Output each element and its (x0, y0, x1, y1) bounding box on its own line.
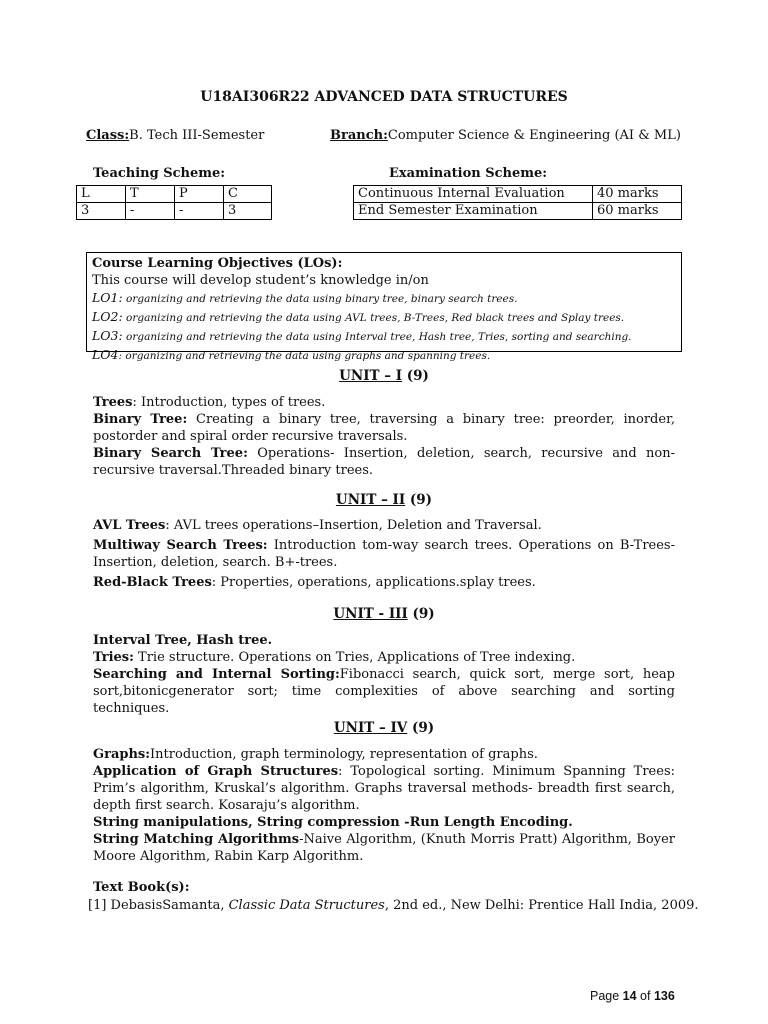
table-cell: 3 (77, 203, 126, 220)
table-cell: T (126, 186, 175, 203)
branch-line (330, 128, 681, 143)
unit-4-heading: UNIT – IV (9) (333, 720, 435, 736)
paragraph: Application of Graph Structures: Topological sorting. Minimum Spanning Trees: Prim’s algorithm, Kruskal’s algorithm. Graphs traversal methods- breadth first search, depth first search. Kosaraju’s algorithm. (93, 764, 675, 813)
table-cell: P (175, 186, 224, 203)
teaching-scheme-table (76, 185, 272, 220)
branch-value: Computer Science & Engineering (AI & ML) (387, 128, 681, 143)
paragraph: Interval Tree, Hash tree. (93, 633, 273, 648)
table-row (77, 203, 272, 220)
paragraph: Trees: Introduction, types of trees. (93, 395, 326, 410)
paragraph: Binary Tree: Creating a binary tree, traversing a binary tree: preorder, inorder, postorder and spiral order recursive traversals. (93, 412, 675, 444)
class-value: B. Tech III-Semester (129, 128, 265, 143)
page-title: U18AI306R22 ADVANCED DATA STRUCTURES (200, 89, 568, 105)
unit-2-heading: UNIT – II (9) (335, 492, 433, 508)
learning-objectives-intro: This course will develop student’s knowledge in/on (92, 273, 429, 288)
paragraph: AVL Trees: AVL trees operations–Insertion, Deletion and Traversal. (93, 518, 542, 533)
table-cell: Continuous Internal Evaluation (354, 186, 593, 203)
unit-2-content (93, 517, 675, 591)
table-row (354, 186, 682, 203)
unit-3-content (93, 632, 675, 717)
paragraph: Searching and Internal Sorting:Fibonacci search, quick sort, merge sort, heap sort,bitonicgenerator sort; time complexities of above searching and sorting techniques. (93, 667, 675, 716)
lo-tag: LO3: (92, 328, 123, 343)
branch-label: Branch: (330, 128, 388, 143)
teaching-scheme-heading: Teaching Scheme: (93, 166, 226, 181)
lo-tag: LO2: (92, 309, 123, 324)
lo-text: organizing and retrieving the data using AVL trees, B-Trees, Red black trees and Splay trees. (122, 312, 625, 324)
lo-text: organizing and retrieving the data using Interval tree, Hash tree, Tries, sorting and searching. (122, 331, 632, 343)
class-line (86, 128, 264, 143)
unit-1-heading: UNIT – I (9) (339, 368, 429, 384)
unit-1-content (93, 394, 675, 479)
learning-objectives-heading: Course Learning Objectives (LOs): (92, 256, 343, 271)
table-cell: 3 (224, 203, 272, 220)
learning-objective-item (92, 327, 676, 346)
lo-text: organizing and retrieving the data using binary tree, binary search trees. (122, 293, 518, 305)
lo-text: : organizing and retrieving the data using graphs and spanning trees. (118, 350, 491, 362)
textbook-title: Classic Data Structures (228, 898, 385, 913)
unit-4-content (93, 746, 675, 865)
paragraph: Multiway Search Trees: Introduction tom-way search trees. Operations on B-Trees- Insertion, deletion, search. B+-trees. (93, 538, 675, 570)
learning-objective-item (92, 346, 676, 365)
paragraph: Graphs:Introduction, graph terminology, representation of graphs. (93, 747, 538, 762)
table-cell: - (126, 203, 175, 220)
exam-scheme-table (353, 185, 682, 220)
paragraph: Tries: Trie structure. Operations on Tries, Applications of Tree indexing. (93, 650, 576, 665)
table-cell: 60 marks (593, 203, 682, 220)
table-cell: End Semester Examination (354, 203, 593, 220)
learning-objective-item (92, 308, 676, 327)
textbooks-heading: Text Book(s): (93, 880, 190, 895)
page-number: Page 14 of 136 (590, 989, 675, 1003)
table-row (77, 186, 272, 203)
learning-objectives-box (86, 252, 682, 362)
textbook-author: DebasisSamanta, (106, 898, 229, 913)
lo-tag: LO4 (92, 347, 119, 362)
exam-scheme-heading: Examination Scheme: (389, 166, 548, 181)
table-row (354, 203, 682, 220)
paragraph: Binary Search Tree: Operations- Insertion, deletion, search, recursive and non-recursive traversal.Threaded binary trees. (93, 446, 675, 478)
unit-3-heading: UNIT - III (9) (333, 606, 435, 622)
textbook-details: , 2nd ed., New Delhi: Prentice Hall India, 2009. (384, 898, 699, 913)
table-cell: 40 marks (593, 186, 682, 203)
learning-objective-item (92, 289, 676, 308)
class-label: Class: (86, 128, 130, 143)
paragraph: String manipulations, String compression -Run Length Encoding. (93, 815, 573, 830)
table-cell: C (224, 186, 272, 203)
paragraph: Red-Black Trees: Properties, operations, applications.splay trees. (93, 575, 536, 590)
lo-tag: LO1: (92, 290, 123, 305)
textbook-item (88, 898, 699, 913)
table-cell: - (175, 203, 224, 220)
table-cell: L (77, 186, 126, 203)
paragraph: String Matching Algorithms-Naive Algorithm, (Knuth Morris Pratt) Algorithm, Boyer Moore Algorithm, Rabin Karp Algorithm. (93, 832, 675, 864)
textbook-number: [1] (88, 898, 107, 913)
